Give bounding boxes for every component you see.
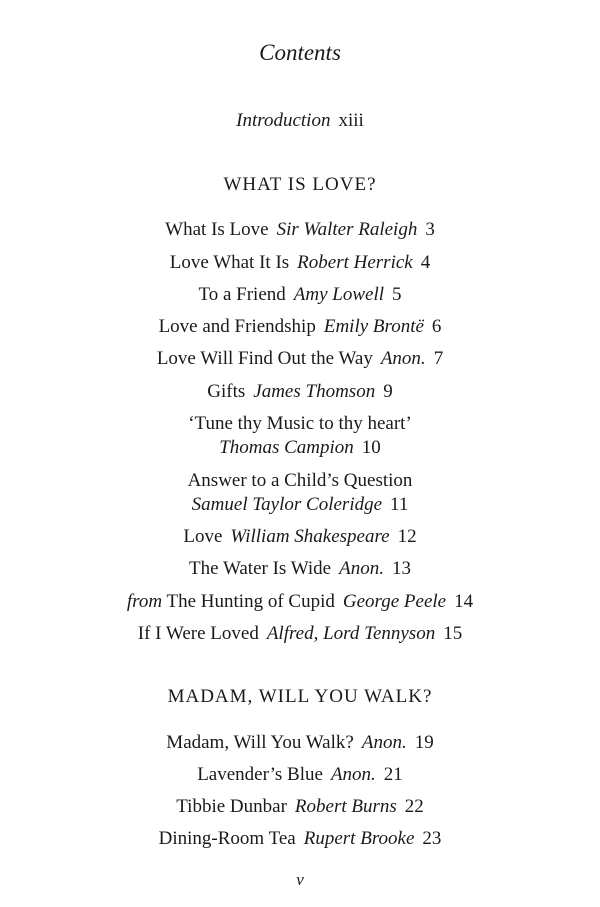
- entry-author: James Thomson: [253, 381, 376, 402]
- entry-title: ‘Tune thy Music to thy heart’: [188, 413, 412, 434]
- entry-page: 19: [414, 732, 434, 753]
- entry-title: Love What It Is: [169, 252, 290, 273]
- toc-entry: [0, 315, 600, 339]
- entry-author: George Peele: [342, 591, 447, 612]
- entry-page: xiii: [338, 110, 364, 131]
- toc-entry: [0, 525, 600, 549]
- entry-title: Dining-Room Tea: [158, 828, 296, 849]
- entry-page: 3: [425, 219, 435, 240]
- entry-title: Love Will Find Out the Way: [156, 348, 373, 369]
- entry-prefix: from: [126, 591, 163, 612]
- entry-author: Emily Brontë: [323, 316, 424, 337]
- page-title: Contents: [259, 40, 341, 65]
- entry-author: Rupert Brooke: [303, 828, 415, 849]
- entry-title: The Hunting of Cupid: [166, 591, 335, 612]
- entry-author: Robert Burns: [294, 796, 397, 817]
- toc-entry: [0, 763, 600, 787]
- entry-title: To a Friend: [198, 284, 286, 305]
- entry-author: Anon.: [339, 558, 384, 579]
- entry-page: 11: [390, 494, 409, 515]
- toc-entry: [0, 412, 600, 460]
- entry-author: William Shakespeare: [230, 526, 390, 547]
- entry-title: Love: [183, 526, 223, 547]
- toc-entry: [0, 469, 600, 517]
- section-heading: MADAM, WILL YOU WALK?: [167, 686, 433, 707]
- toc-entry: [0, 251, 600, 275]
- entry-author: Amy Lowell: [293, 284, 385, 305]
- entry-page: 12: [397, 526, 417, 547]
- entry-author: Anon.: [361, 732, 407, 753]
- entry-title: If I Were Loved: [137, 623, 259, 644]
- entry-author: Anon.: [380, 348, 426, 369]
- toc-entry-introduction: [0, 110, 600, 132]
- toc-entry: [0, 731, 600, 755]
- toc-entry: [0, 557, 600, 581]
- entry-title: Answer to a Child’s Question: [187, 470, 413, 491]
- entry-page: 13: [391, 558, 411, 579]
- entry-page: 15: [443, 623, 463, 644]
- toc-entry: [0, 347, 600, 371]
- entry-title: Love and Friendship: [158, 316, 316, 337]
- entry-page: 22: [404, 796, 424, 817]
- toc-entry: [0, 622, 600, 646]
- entry-title: Gifts: [207, 381, 246, 402]
- section-heading: WHAT IS LOVE?: [223, 174, 377, 195]
- toc-entry: [0, 590, 600, 614]
- entry-page: 9: [383, 381, 393, 402]
- entry-page: 23: [422, 828, 442, 849]
- entry-title: The Water Is Wide: [189, 558, 332, 579]
- entry-author: Anon.: [330, 764, 376, 785]
- toc-entry: [0, 283, 600, 307]
- entry-author: Alfred, Lord Tennyson: [266, 623, 436, 644]
- toc-entry: [0, 380, 600, 404]
- toc-entry: [0, 795, 600, 819]
- entry-title: What Is Love: [165, 219, 269, 240]
- page-number: v: [296, 870, 304, 889]
- entry-title: Tibbie Dunbar: [176, 796, 287, 817]
- entry-page: 6: [431, 316, 442, 337]
- entry-title: Introduction: [236, 110, 331, 131]
- entry-title: Madam, Will You Walk?: [166, 732, 354, 753]
- entry-page: 5: [392, 284, 402, 305]
- entry-title: Lavender’s Blue: [197, 764, 323, 785]
- entry-author: Thomas Campion: [219, 437, 354, 458]
- entry-page: 21: [383, 764, 403, 785]
- toc-entry: [0, 827, 600, 851]
- entry-author: Sir Walter Raleigh: [276, 219, 418, 240]
- entry-author: Samuel Taylor Coleridge: [191, 494, 383, 515]
- entry-page: 4: [420, 252, 431, 273]
- entry-author: Robert Herrick: [297, 252, 413, 273]
- entry-page: 7: [433, 348, 444, 369]
- entry-page: 10: [361, 437, 381, 458]
- entry-page: 14: [454, 591, 474, 612]
- toc-entry: [0, 218, 600, 242]
